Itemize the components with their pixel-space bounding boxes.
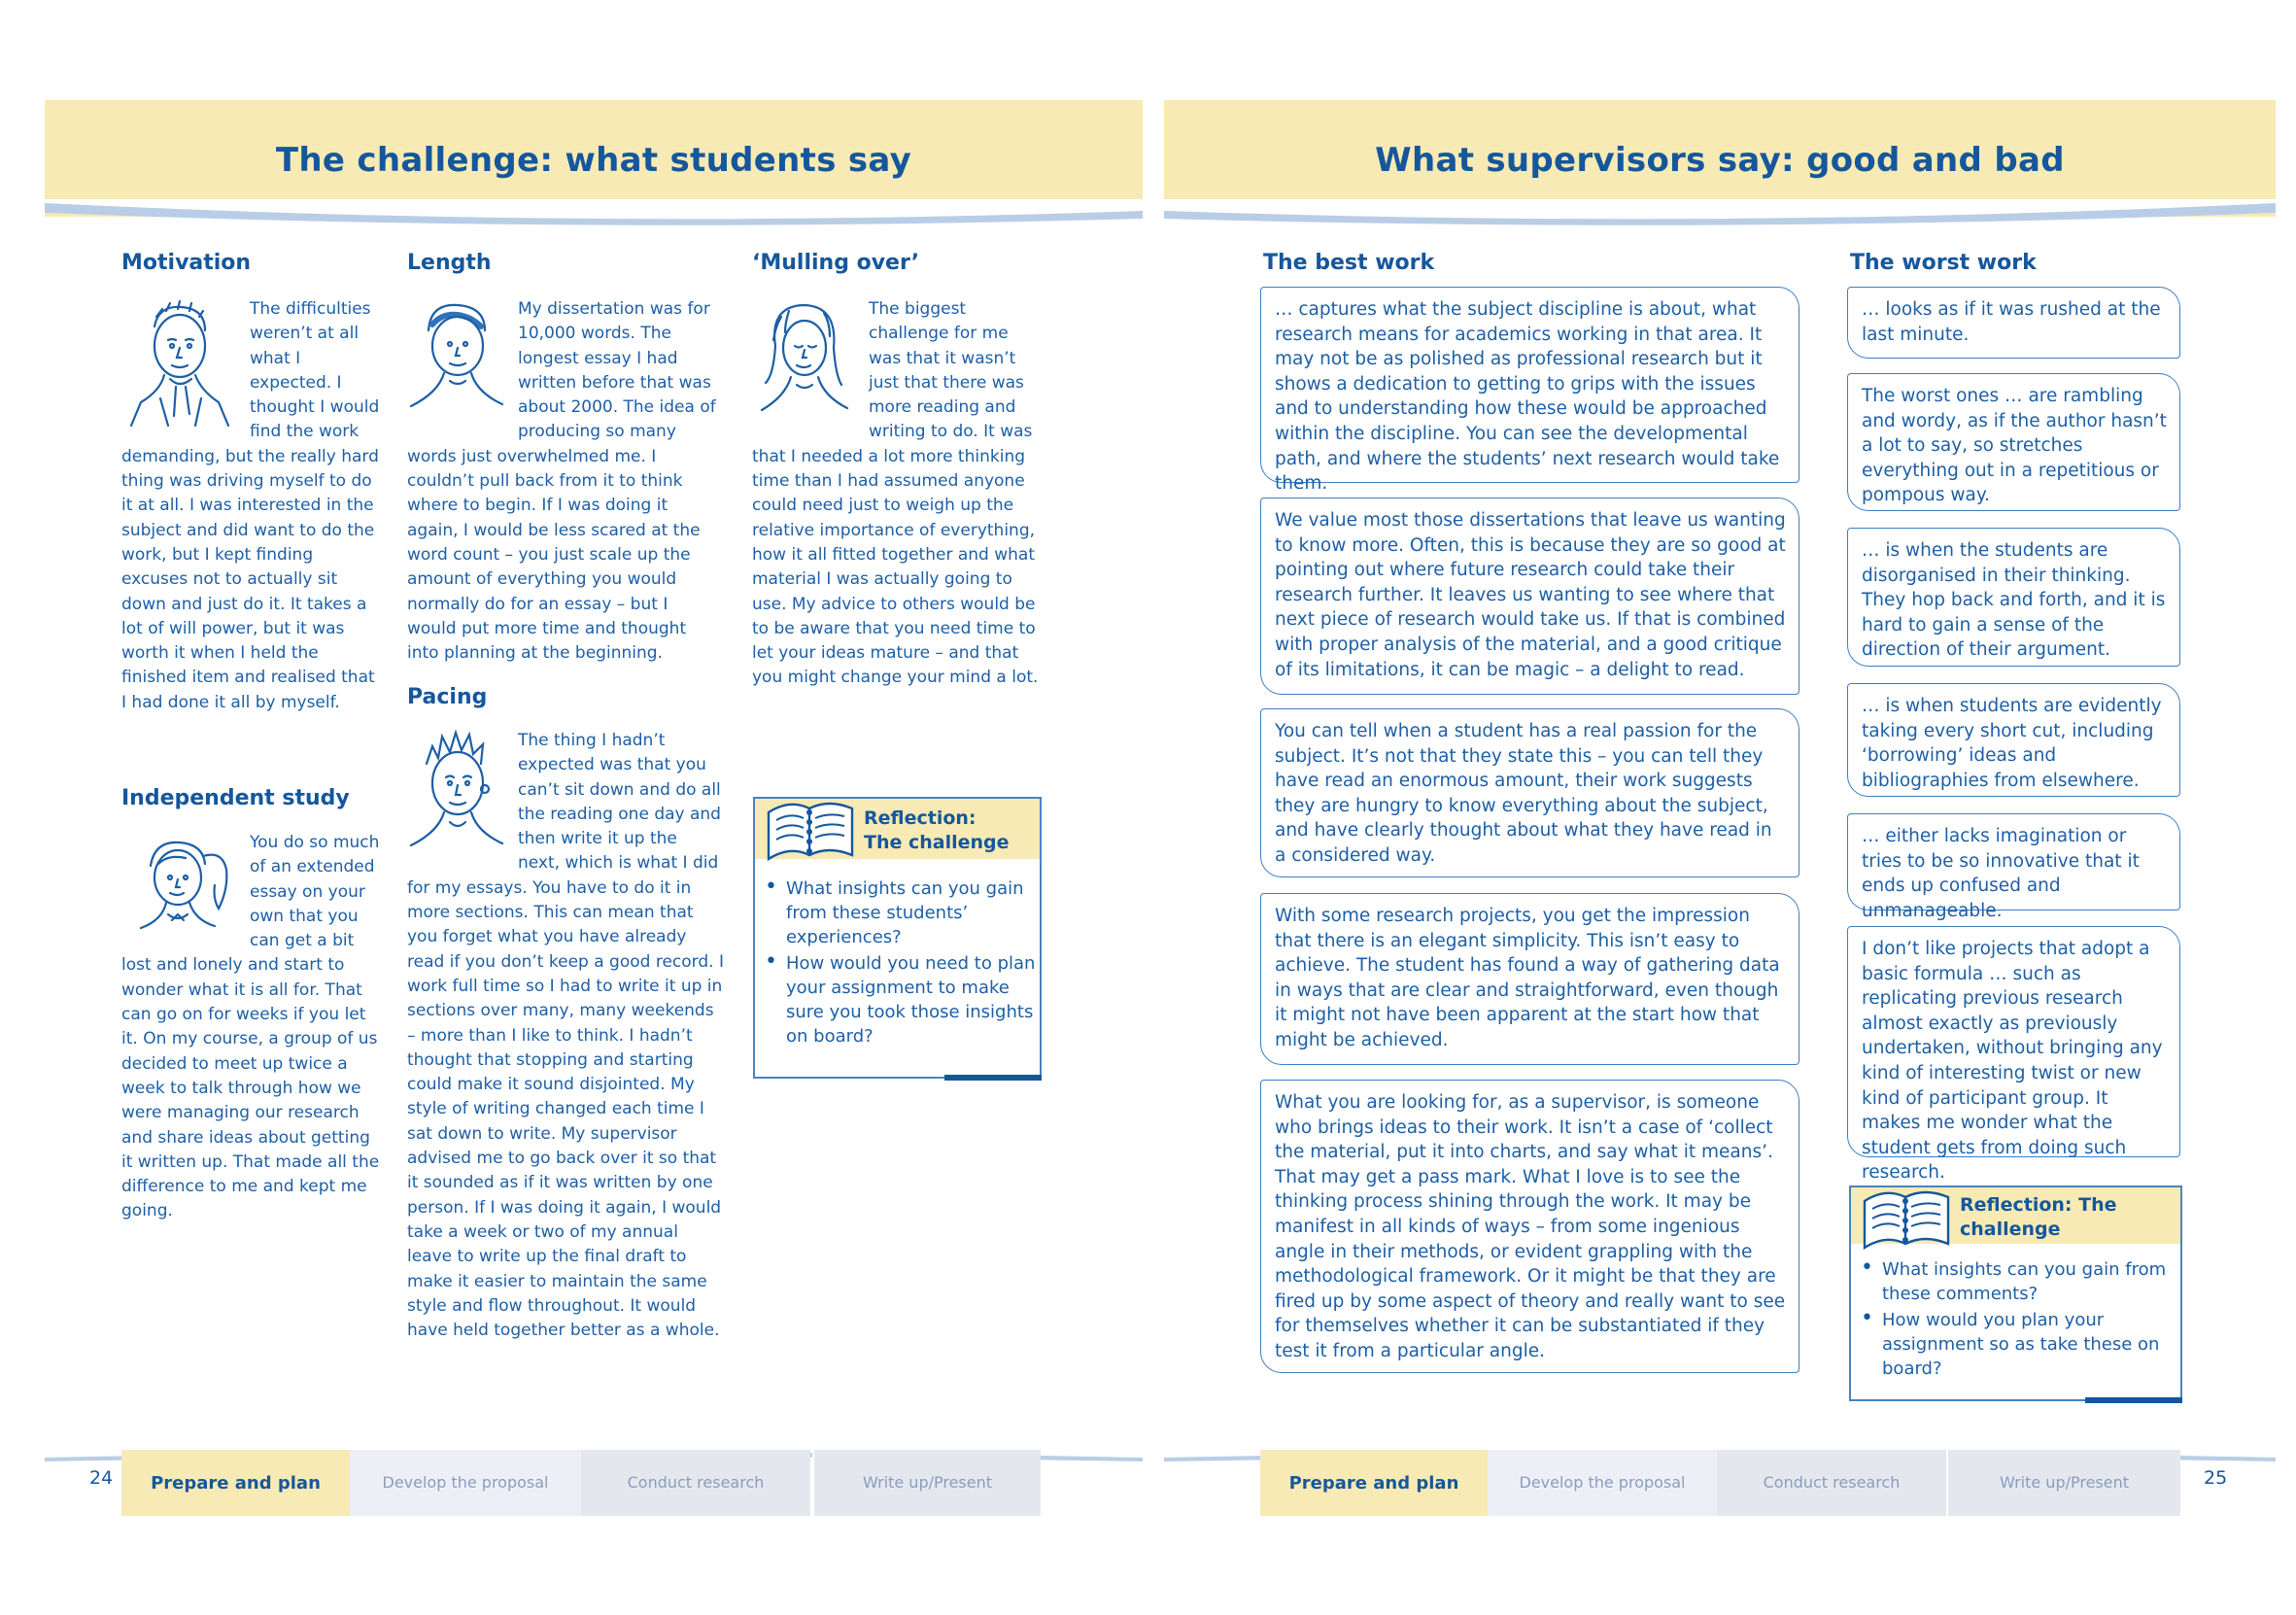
best-work-quote-5: What you are looking for, as a supervisor, is someone who brings ideas to their work. It isn’t a case of ‘collect the material, put it into charts, and say what it means’. That may get a pass mark. What I love is to see the thinking process shining through the work. It may be manifest in all kinds of ways – from some ingenious angle in their methods, or evident grappling with the methodological framework. Or it might be that they are fired up by some aspect of theory and really want to see for themselves whether it can be substantiated if they test it from a particular angle. — [1260, 1080, 1799, 1373]
student-illustration-3 — [407, 297, 504, 420]
reflection-item: • What insights can you gain from these students’ experiences? — [786, 876, 1040, 949]
reflection-title-right — [1960, 1193, 2117, 1242]
footer-nav-right — [1260, 1450, 2180, 1516]
reflection-box-right — [1849, 1185, 2182, 1401]
student-woman-long-hair-icon — [752, 297, 855, 424]
reflection-item: • How would you need to plan your assignment to make sure you took those insights on board? — [786, 951, 1040, 1048]
left-page-header — [45, 100, 1143, 217]
page-number-right: 25 — [2204, 1467, 2228, 1489]
mulling-over-heading: ‘Mulling over’ — [752, 251, 920, 275]
reflection-list-left — [755, 876, 1040, 1048]
pacing-column — [407, 729, 724, 1343]
page-number-left: 24 — [89, 1467, 114, 1489]
reflection-title-left — [864, 807, 1010, 855]
motivation-column — [121, 297, 382, 715]
independent-study-text: You do so much of an extended essay on your own that you can get a bit lost and lonely and start to wonder what it is all for. That can go on for weeks if you let it. On my course, a group of us decided to meet up twice a week to talk through how we were managing our research and share ideas about getting it written up. That made all the difference to me and kept me going. — [121, 833, 380, 1221]
reflection-title-line2: The challenge — [864, 832, 1010, 853]
right-page — [1148, 0, 2296, 1615]
independent-study-column — [121, 831, 382, 1224]
tab-prepare-and-plan[interactable]: Prepare and plan — [121, 1450, 350, 1516]
tab-develop-the-proposal[interactable]: Develop the proposal — [1488, 1450, 1717, 1516]
student-man-scarf-icon — [121, 297, 236, 428]
pacing-text: The thing I hadn’t expected was that you can’t sit down and do all the reading one day and then write it up the next, which is what I did for my essays. You have to do it in more sections. This can mean that you forget what you have already read if you don’t keep a good record. I work full time so I had to write it up in sections over many, many weekends – more than I like to think. I hadn’t thought that stopping and starting could make it sound disjointed. My style of writing changed each time I sat down to write. My supervisor advised me to go back over it so that it sounded as if it was written by one person. If I was doing it again, I would take a week or two of my annual leave to write up the final draft to make it easier to maintain the same style and flow throughout. It would have held together better as a whole. — [407, 731, 724, 1341]
reflection-corner-bar — [2085, 1397, 2182, 1403]
reflection-item: • What insights can you gain from these comments? — [1882, 1257, 2180, 1306]
student-spiky-hair-icon — [407, 729, 504, 857]
open-book-icon — [761, 795, 858, 863]
worst-work-quote-6: I don’t like projects that adopt a basic formula … such as replicating previous research almost exactly as previously undertaken, without bringing any kind of interesting twist or new kind of participant group. It makes me wonder what the student gets from doing such research. — [1847, 926, 2180, 1157]
motivation-text: The difficulties weren’t at all what I expected. I thought I would find the work demanding, but the really hard thing was driving myself to do it at all. I was interested in the subject and did want to do the work, but I kept finding excuses not to actually sit down and just do it. It takes a lot of will power, but it was worth it when I held the finished item and realised that I had done it all by myself. — [121, 299, 380, 712]
tab-prepare-and-plan[interactable]: Prepare and plan — [1260, 1450, 1488, 1516]
footer-nav-left — [121, 1450, 1041, 1516]
reflection-list-right — [1851, 1257, 2180, 1381]
mulling-over-column — [752, 297, 1042, 691]
tab-write-up-present[interactable]: Write up/Present — [1946, 1450, 2180, 1516]
length-column — [407, 297, 720, 666]
right-page-title: What supervisors say: good and bad — [1375, 141, 2065, 180]
best-work-quote-4: With some research projects, you get the impression that there is an elegant simplicity. This isn’t easy to achieve. The student has found a way of gathering data in ways that are clear and straightforward, even though it might not have been apparent at the start how that might be achieved. — [1260, 893, 1799, 1065]
tab-develop-the-proposal[interactable]: Develop the proposal — [350, 1450, 581, 1516]
student-illustration-2 — [121, 831, 236, 938]
mulling-over-text: The biggest challenge for me was that it wasn’t just that there was more reading and writing to do. It was that I needed a lot more thinking time than I had assumed anyone could need just to weigh up the relative importance of everything, how it all fitted together and what material I was actually going to use. My advice to others would be to be aware that you need time to let your ideas mature – and that you might change your mind a lot. — [752, 299, 1039, 688]
left-page-title: The challenge: what students say — [275, 141, 912, 180]
worst-work-quote-5: … either lacks imagination or tries to be so innovative that it ends up confused and unmanageable. — [1847, 813, 2180, 911]
tab-conduct-research[interactable]: Conduct research — [581, 1450, 810, 1516]
reflection-box-left — [753, 797, 1042, 1079]
worst-work-heading: The worst work — [1850, 251, 2037, 275]
tab-write-up-present[interactable]: Write up/Present — [812, 1450, 1041, 1516]
worst-work-quote-3: … is when the students are disorganised in their thinking. They hop back and forth, and it is hard to gain a sense of the direction of their argument. — [1847, 528, 2180, 667]
length-heading: Length — [407, 251, 492, 275]
open-book-icon — [1857, 1184, 1954, 1252]
best-work-quote-1: … captures what the subject discipline is about, what research means for academics working in that area. It may not be as polished as professional research but it shows a dedication to getting to grips with the issues and to understanding how these would be approached within the discipline. You can see the developmental path, and where the students’ next research would take them. — [1260, 287, 1799, 483]
student-woman-ponytail-icon — [121, 831, 236, 938]
reflection-title-line2: challenge — [1960, 1219, 2061, 1240]
reflection-title-line1: Reflection: — [864, 808, 977, 829]
worst-work-quote-2: The worst ones … are rambling and wordy, as if the author hasn’t a lot to say, so stretches everything out in a repetitious or pompous way. — [1847, 373, 2180, 511]
pacing-heading: Pacing — [407, 685, 488, 709]
best-work-quote-2: We value most those dissertations that leave us wanting to know more. Often, this is because they are so good at pointing out where future research could take their research further. It leaves us wanting to see where that next piece of research would take us. If that is combined with proper analysis of the material, and a good critique of its limitations, it can be magic – a delight to read. — [1260, 498, 1799, 695]
reflection-header-right — [1851, 1187, 2180, 1244]
right-page-header — [1164, 100, 2276, 217]
student-illustration-5 — [752, 297, 855, 424]
reflection-title-line1: Reflection: The — [1960, 1194, 2117, 1216]
independent-study-heading: Independent study — [121, 786, 350, 810]
best-work-quote-3: You can tell when a student has a real passion for the subject. It’s not that they state this – you can tell they have read an enormous amount, their work suggests they are hungry to know everything about the subject, and have clearly thought about what they have read in a considered way. — [1260, 708, 1799, 877]
header-swoosh — [45, 199, 1143, 228]
motivation-heading: Motivation — [121, 251, 252, 275]
student-illustration-1 — [121, 297, 236, 428]
best-work-heading: The best work — [1263, 251, 1435, 275]
length-text: My dissertation was for 10,000 words. The longest essay I had written before that was about 2000. The idea of producing so many words just overwhelmed me. I couldn’t pull back from it to think where to begin. If I was doing it again, I would be less scared at the word count – you just scale up the amount of everything you would normally do for an essay – but I would put more time and thought into planning at the beginning. — [407, 299, 716, 664]
header-swoosh-right — [1164, 199, 2276, 228]
tab-conduct-research[interactable]: Conduct research — [1717, 1450, 1946, 1516]
student-illustration-4 — [407, 729, 504, 857]
worst-work-quote-1: … looks as if it was rushed at the last minute. — [1847, 287, 2180, 359]
reflection-corner-bar — [944, 1075, 1042, 1081]
worst-work-quote-4: … is when students are evidently taking every short cut, including ‘borrowing’ ideas and bibliographies from elsewhere. — [1847, 683, 2180, 797]
reflection-item: • How would you plan your assignment so as take these on board? — [1882, 1308, 2180, 1381]
student-boy-icon — [407, 297, 504, 420]
reflection-header-left — [755, 799, 1040, 859]
